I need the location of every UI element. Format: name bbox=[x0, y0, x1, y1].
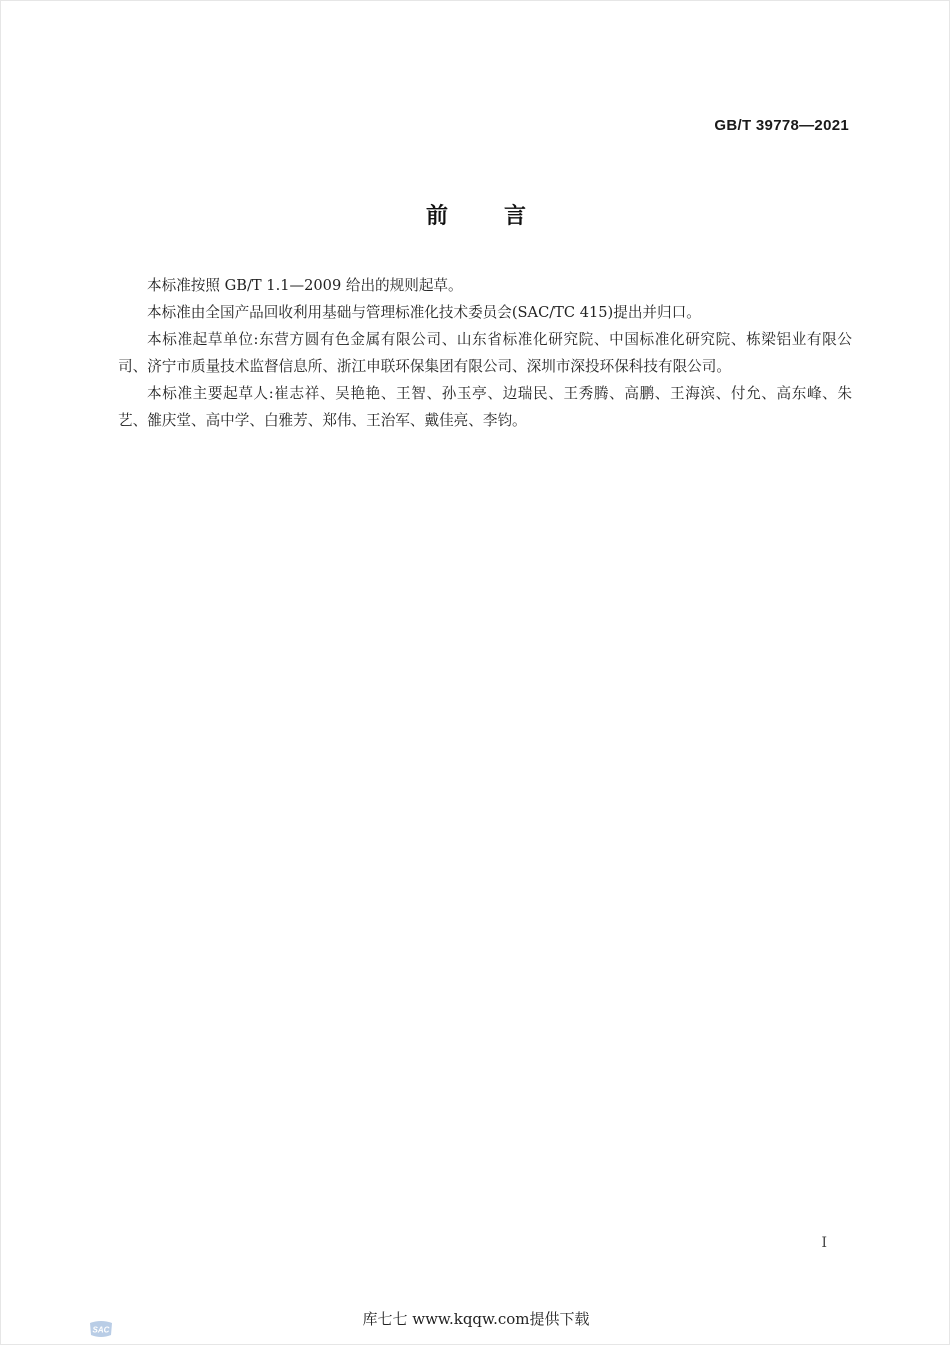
foreword-body bbox=[118, 272, 852, 434]
page-number: I bbox=[821, 1235, 827, 1251]
paragraph-proposer: 本标准由全国产品回收利用基础与管理标准化技术委员会(SAC/TC 415)提出并归口。 bbox=[147, 304, 701, 321]
paragraph-drafting-rules: 本标准按照 GB/T 1.1—2009 给出的规则起草。 bbox=[147, 277, 463, 294]
paragraph-drafting-units: 本标准起草单位:东营方圆有色金属有限公司、山东省标准化研究院、中国标准化研究院、栋梁铝业有限公司、济宁市质量技术监督信息所、浙江申联环保集团有限公司、深圳市深投环保科技有限公司。 bbox=[118, 331, 852, 375]
footer-download-notice: 库七七 www.kqqw.com提供下载 bbox=[362, 1310, 590, 1328]
svg-text:SAC: SAC bbox=[92, 1325, 110, 1335]
page-title: 前言 bbox=[425, 204, 582, 229]
standard-code: GB/T 39778—2021 bbox=[714, 117, 849, 134]
paragraph-drafters: 本标准主要起草人:崔志祥、吴艳艳、王智、孙玉亭、边瑞民、王秀腾、高鹏、王海滨、付允、高东峰、朱艺、雒庆堂、高中学、白雅芳、郑伟、王治军、戴佳亮、李钧。 bbox=[118, 385, 852, 429]
